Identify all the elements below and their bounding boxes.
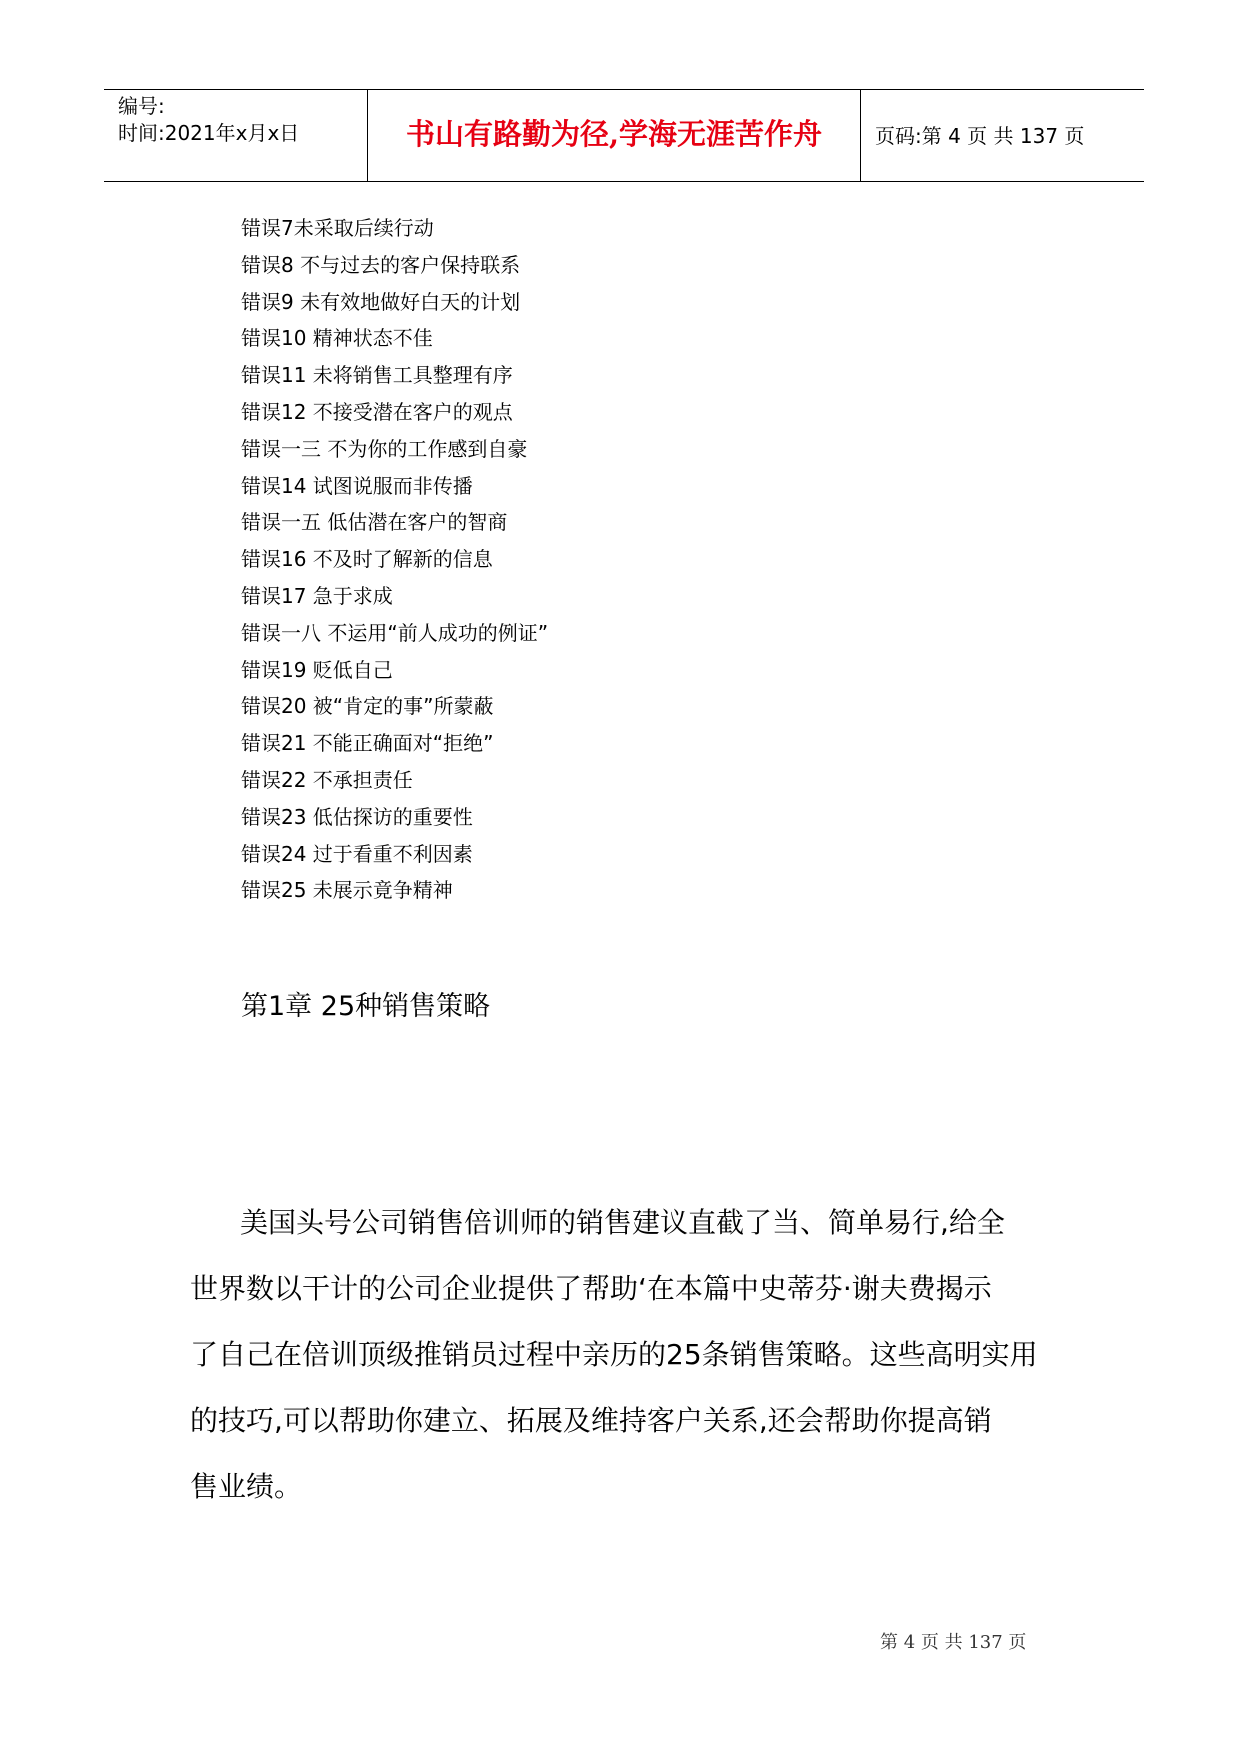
error-list-item: 错误14 试图说服而非传播 [241,473,473,498]
error-list-item: 错误24 过于看重不利因素 [241,841,473,866]
error-list-item: 错误一八 不运用“前人成功的例证” [241,620,549,645]
paragraph-line: 了自己在倍训顶级推销员过程中亲历的25条销售策略。这些高明实用 [190,1338,1038,1371]
paragraph-line: 世界数以干计的公司企业提供了帮助‘在本篇中史蒂芬·谢夫费揭示 [190,1272,992,1305]
error-list-item: 错误23 低估探访的重要性 [241,804,473,829]
error-list-item: 错误一三 不为你的工作感到自豪 [241,436,528,461]
error-list-item: 错误一五 低估潜在客户的智商 [241,510,508,535]
paragraph-line: 美国头号公司销售倍训师的销售建议直截了当、简单易行,给全 [240,1206,1005,1239]
error-list-item: 错误17 急于求成 [241,583,393,608]
page-footer: 第 4 页 共 137 页 [880,1632,1027,1653]
page-header [104,89,1144,182]
header-page-number: 页码:第 4 页 共 137 页 [875,124,1085,148]
paragraph-line: 售业绩。 [190,1470,303,1503]
error-list-item: 错误19 贬低自己 [241,657,393,682]
error-list-item: 错误10 精神状态不佳 [241,326,433,351]
error-list-item: 错误9 未有效地做好白天的计划 [241,289,521,314]
header-motto-cell [368,90,861,181]
paragraph-line: 的技巧,可以帮助你建立、拓展及维持客户关系,还会帮助你提高销 [190,1404,992,1437]
header-meta-cell [104,90,368,181]
error-list-item: 错误21 不能正确面对“拒绝” [241,731,494,756]
header-page-cell [861,90,1144,181]
error-list-item: 错误25 未展示竟争精神 [241,878,453,903]
error-list-item: 错误12 不接受潜在客户的观点 [241,399,513,424]
document-number-label: 编号: [118,94,165,118]
error-list-item: 错误20 被“肯定的事”所蒙蔽 [241,694,494,719]
document-time-label: 时间:2021年x月x日 [118,121,300,145]
error-list-item: 错误22 不承担责任 [241,767,413,792]
header-motto: 书山有路勤为径,学海无涯苦作舟 [405,117,823,151]
chapter-heading: 第1章 25种销售策略 [241,991,491,1022]
error-list-item: 错误7未采取后续行动 [241,216,434,240]
error-list-item: 错误16 不及时了解新的信息 [241,547,493,572]
error-list [241,210,548,909]
error-list-item: 错误11 未将销售工具整理有序 [241,363,513,388]
error-list-item: 错误8 不与过去的客户保持联系 [241,252,521,277]
intro-paragraph [190,1190,1070,1520]
